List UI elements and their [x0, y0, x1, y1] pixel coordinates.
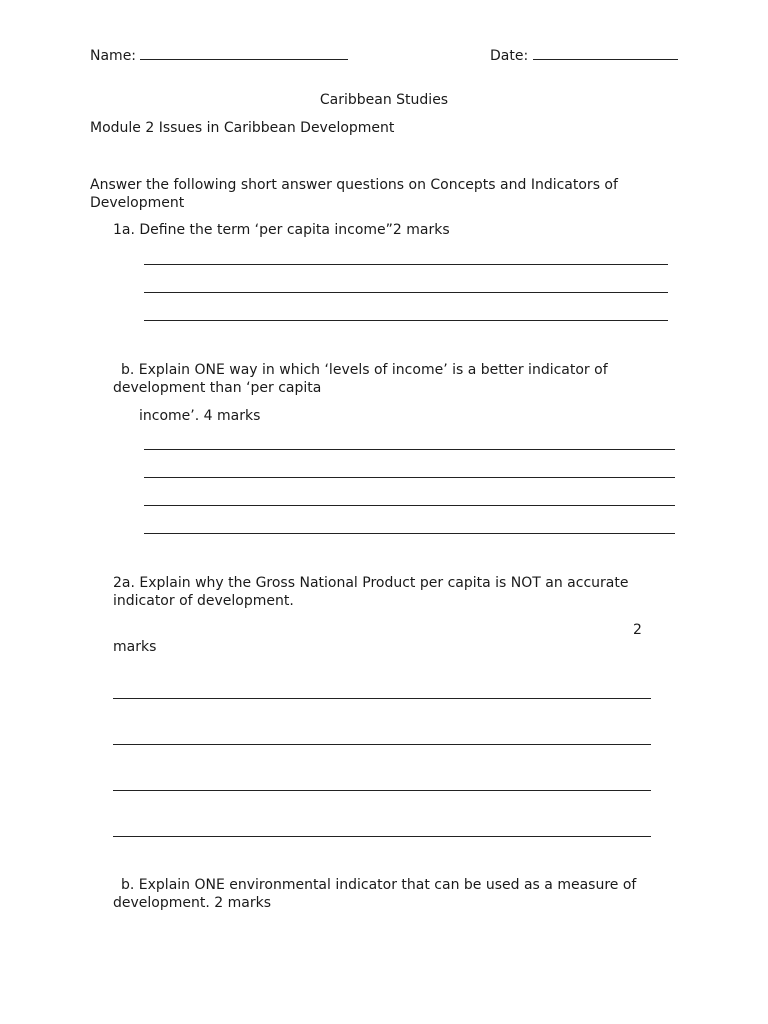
answer-line[interactable] — [144, 264, 668, 265]
answer-line[interactable] — [113, 698, 651, 699]
name-blank[interactable] — [140, 45, 348, 60]
answer-line[interactable] — [144, 292, 668, 293]
question-1b-marks: income’. 4 marks — [139, 408, 261, 424]
date-label: Date: — [490, 48, 529, 64]
question-1b: b. Explain ONE way in which ‘levels of income’ is a better indicator of development than ‘per capita — [113, 362, 608, 396]
answer-line[interactable] — [144, 449, 675, 450]
date-blank[interactable] — [533, 45, 678, 60]
answer-line[interactable] — [113, 836, 651, 837]
question-1a: 1a. Define the term ‘per capita income”2 marks — [113, 222, 450, 238]
date-field[interactable] — [490, 45, 678, 65]
answer-line[interactable] — [144, 320, 668, 321]
name-field[interactable] — [90, 45, 348, 65]
question-2a-marks-number: 2 — [633, 622, 642, 638]
answer-line[interactable] — [144, 533, 675, 534]
answer-line[interactable] — [144, 477, 675, 478]
name-label: Name: — [90, 48, 137, 64]
answer-line[interactable] — [113, 744, 651, 745]
question-2a: 2a. Explain why the Gross National Product per capita is NOT an accurate indicator of development. — [113, 575, 629, 609]
instructions: Answer the following short answer questions on Concepts and Indicators of Development — [90, 177, 618, 211]
document-title: Caribbean Studies — [319, 92, 449, 108]
question-2a-marks-word: marks — [113, 639, 157, 655]
question-2b: b. Explain ONE environmental indicator that can be used as a measure of development. 2 marks — [113, 877, 637, 911]
answer-line[interactable] — [144, 505, 675, 506]
module-heading: Module 2 Issues in Caribbean Development — [90, 120, 395, 136]
answer-line[interactable] — [113, 790, 651, 791]
